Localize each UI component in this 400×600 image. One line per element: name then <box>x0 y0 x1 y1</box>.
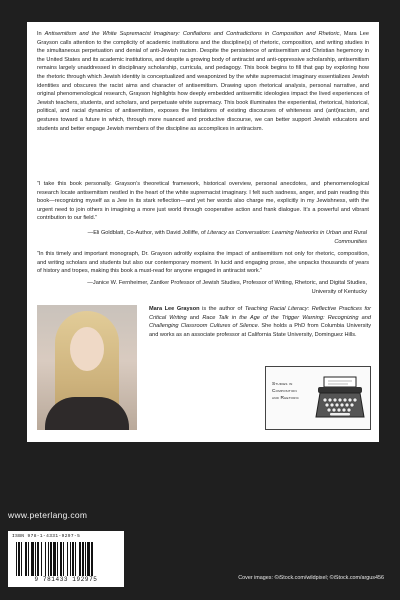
isbn-barcode <box>8 531 124 587</box>
barcode-number: 9 781433 192975 <box>34 576 98 583</box>
isbn-label: ISBN 978-1-4331-9297-5 <box>12 534 81 539</box>
endorsement-quote-2: “In this timely and important monograph, Dr. Grayson adroitly explains the impact of antisemitism not only for rhetoric, composition, and writing scholars and students but also our contemporary moment. In lucid and engaging prose, she unpacks thousands of years of history and tropes, making this book a must-read for anyone engaged in antiracist work.” <box>37 251 369 275</box>
author-bio: Mara Lee Grayson is the author of Teaching Racial Literacy: Reflective Practices for Critical Writing and Race Talk in the Age of the Trigger Warning: Recognizing and Challenging Classroom Cultures of Silence. She holds a PhD from Columbia University and works as an associate professor at California State University, Dominguez Hills. <box>149 306 371 338</box>
endorsement-attribution-1: —Eli Goldblatt, Co-Author, with David Jolliffe, of Literacy as Conversation: Learning Networks in Urban and Rural Communities <box>87 230 367 245</box>
typewriter-icon <box>314 373 366 425</box>
barcode-icon <box>14 542 118 576</box>
cover-image-credit: Cover images: ©iStock.com/wildpixel; ©iStock.com/argus456 <box>238 575 384 581</box>
endorsement-quote-1: “I take this book personally. Grayson’s theoretical framework, historical overview, personal anecdotes, and phenomenological research locate antisemitism nestled in the heart of the white supremacist imaginary. I felt such sadness, anger, and pain reading this book—recognizing myself as a Jew in its stark reflection—and yet her words also charge me, explicitly in my Jewishness, with the urgent need to join others in imagining a more just world through cooperative action and frank dialogue. It’s a powerful and vibrant contribution to our field.” <box>37 181 369 222</box>
series-logo <box>265 366 371 430</box>
book-title: Antisemitism and the White Supremacist Imaginary: Conflations and Contradictions in Composition and Rhetoric <box>44 31 340 37</box>
publisher-url[interactable]: www.peterlang.com <box>8 510 88 520</box>
back-cover-panel <box>27 22 379 442</box>
author-name: Mara Lee Grayson <box>149 306 200 312</box>
series-name: Studies in Composition and Rhetoric <box>272 382 299 401</box>
author-portrait <box>37 305 137 430</box>
book-description: In Antisemitism and the White Supremacist Imaginary: Conflations and Contradictions in Composition and Rhetoric, Mara Lee Grayson calls attention to the complicity of academic institutions and the discipline(s) of rhetoric, composition, and writing studies in the simultaneous perpetuation and denial of anti-Jewish racism. Despite the persistence of antisemitism and Christian hegemony in the United States and its academic institutions, and despite a growing body of antiracist and anti-oppressive scholarship, antisemitism remains largely unaddressed in disciplinary scholarship, curricula, and pedagogy. This book begins to fill that gap by exploring how the rhetoric through which Jewish identity is conceptualized and weaponized by the white supremacist imaginary essentializes Jewish identities and obscures the racist aims and character of antisemitism. Drawing upon rhetorical analysis, personal narrative, and original phenomenological research, Grayson highlights how deeply embedded antisemitic ideologies impact the lived experiences of Jewish teachers, students, and scholars, and perpetuate white supremacy. This book illuminates the experiential, rhetorical, historical, political, and racial dynamics of antisemitism, exposes the limitations of existing discourses of whiteness and (anti)racism, and gestures toward a future in which, through more nuanced and productive discourse, we can better support Jewish educators and students and better engage Jewish members of the discipline as accomplices in antiracism. <box>37 31 369 132</box>
endorsement-attribution-2: —Janice W. Fernheimer, Zantker Professor of Jewish Studies, Professor of Writing, Rhetoric, and Digital Studies, University of Kentucky <box>87 280 367 295</box>
